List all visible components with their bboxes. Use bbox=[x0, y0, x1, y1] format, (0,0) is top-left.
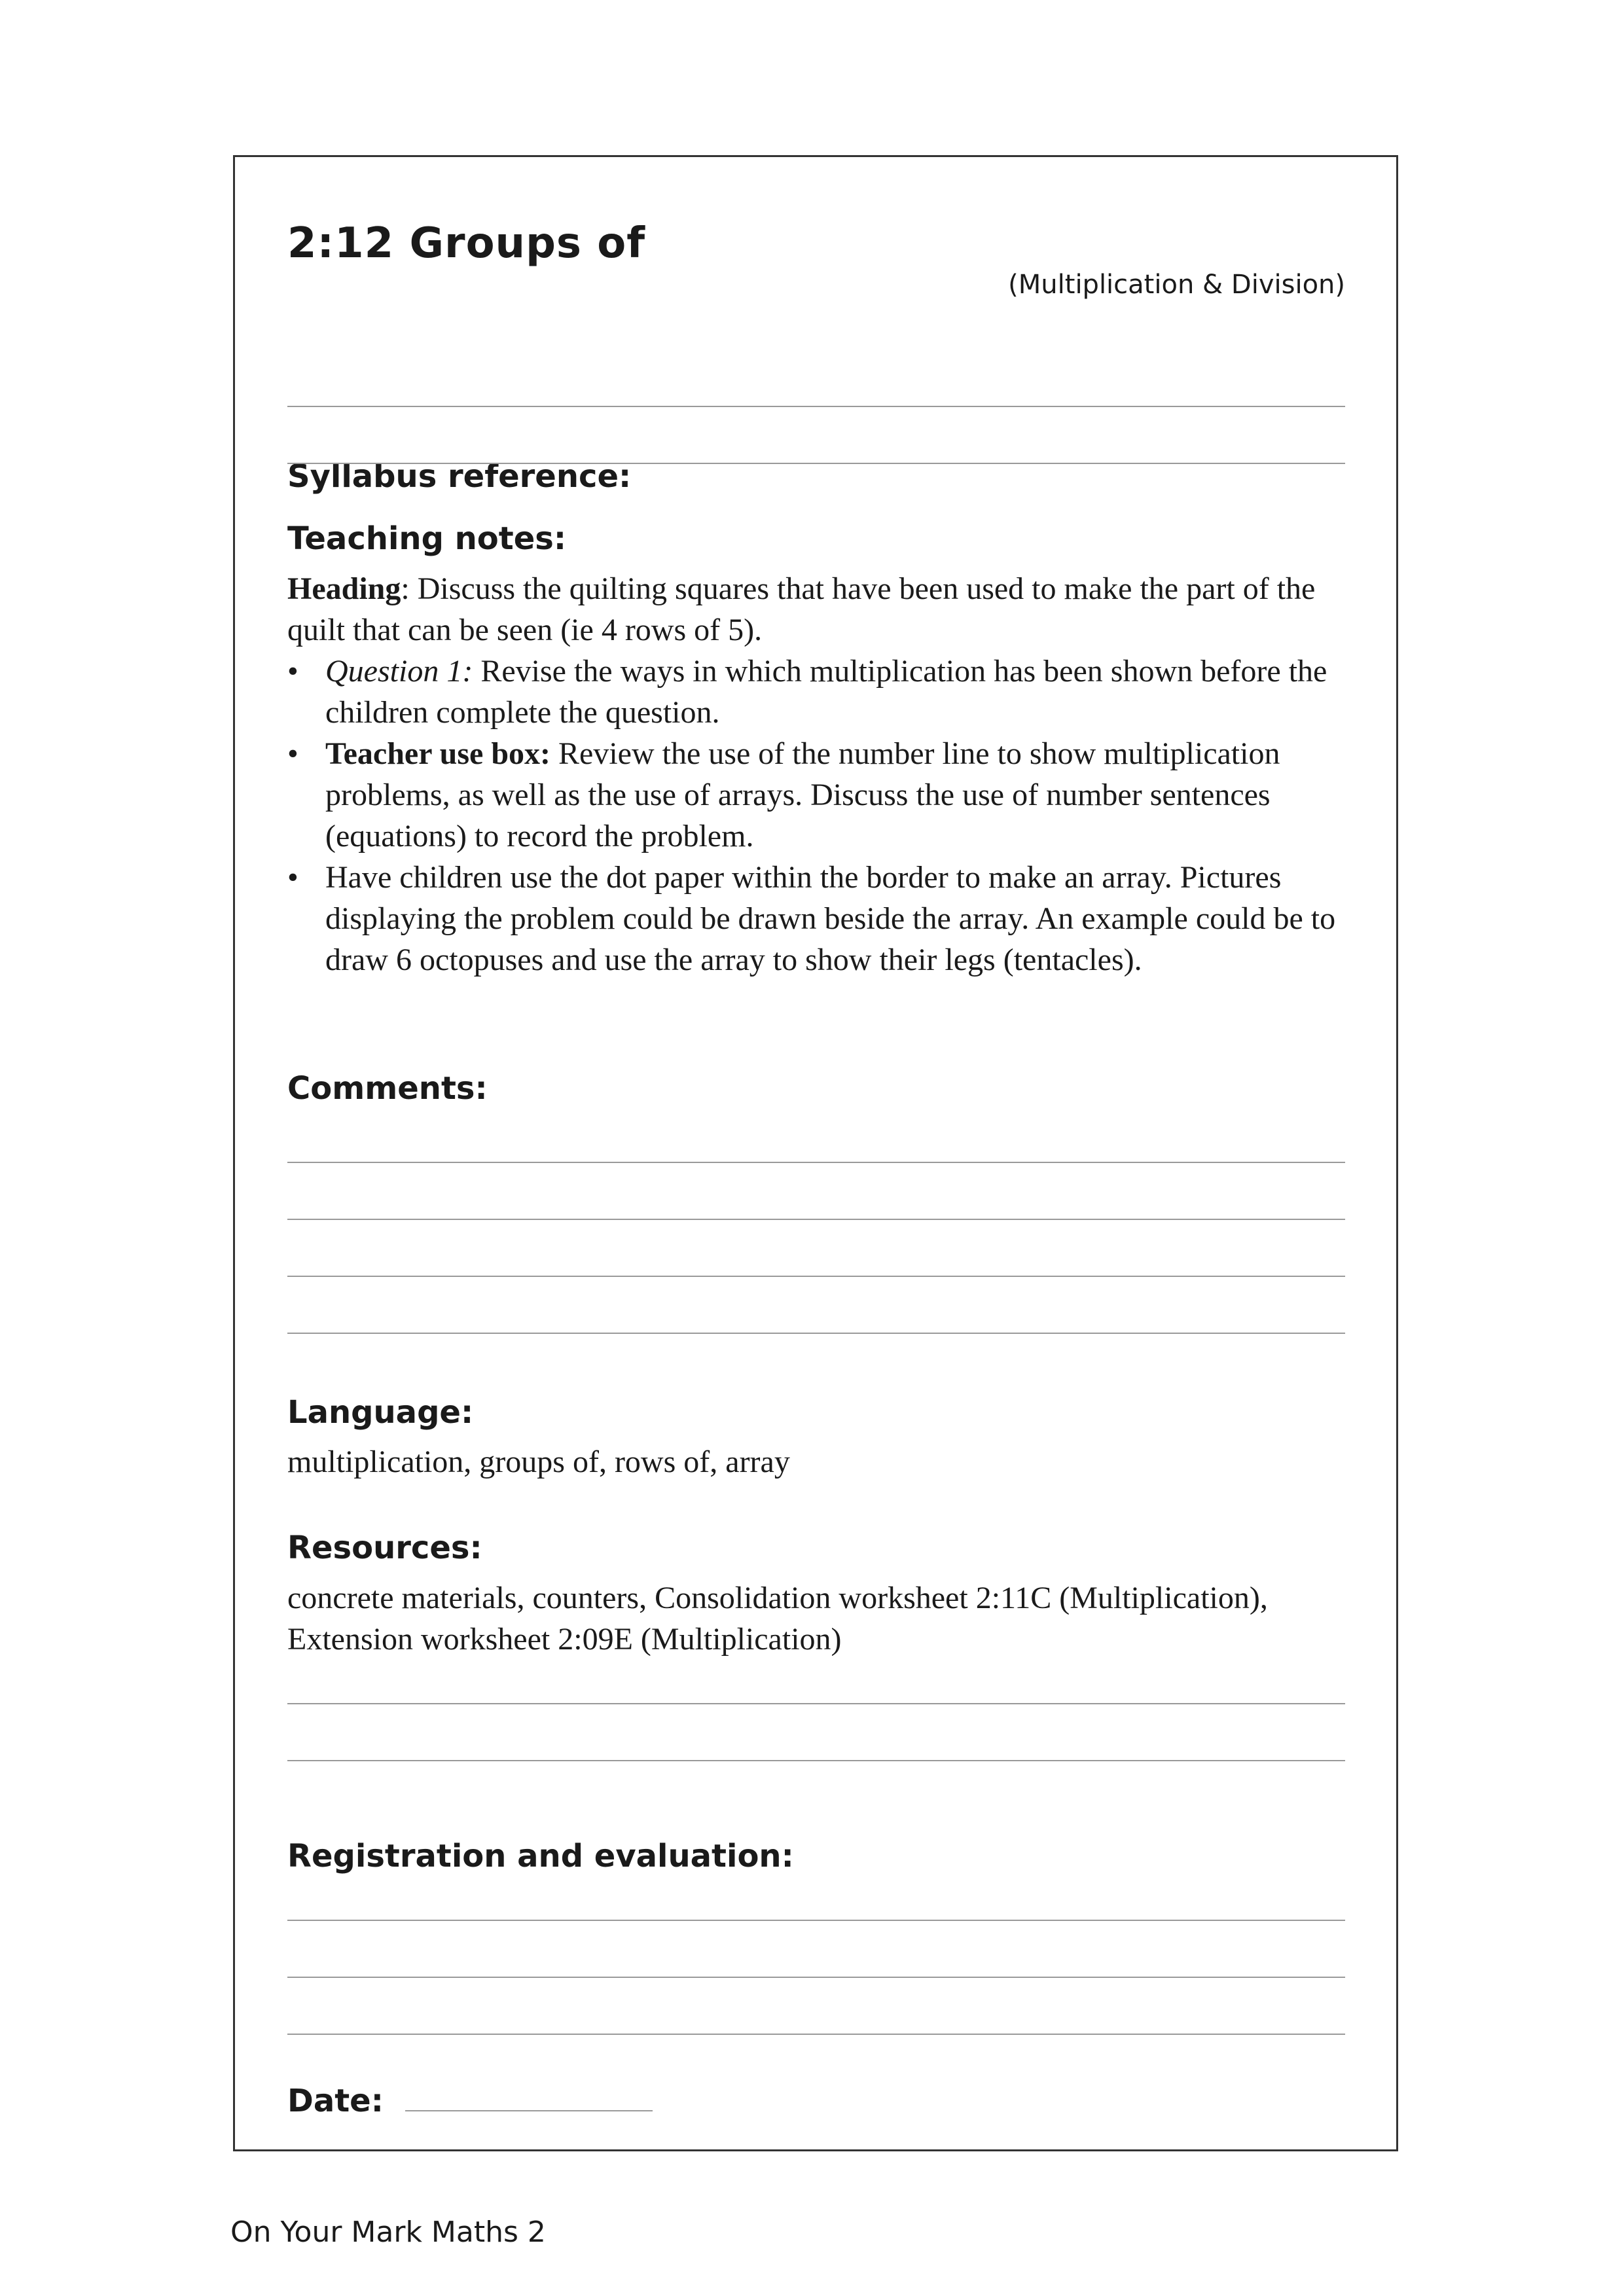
comments-writing-line-4 bbox=[287, 1333, 1345, 1334]
bullet-teacher-use-box bbox=[287, 733, 1345, 857]
bullet-marker: • bbox=[287, 654, 298, 689]
date-label: Date: bbox=[287, 2083, 384, 2119]
resources-line-1: concrete materials, counters, Consolidation worksheet 2:11C (Multiplication), bbox=[287, 1581, 1268, 1615]
comments-writing-line-1 bbox=[287, 1162, 1345, 1163]
language-text: multiplication, groups of, rows of, array bbox=[287, 1444, 790, 1479]
date-writing-line bbox=[405, 2110, 653, 2111]
resources-writing-line-2 bbox=[287, 1760, 1345, 1761]
registration-writing-line-1 bbox=[287, 1920, 1345, 1921]
bullet-lead: Question 1: bbox=[325, 654, 473, 689]
registration-writing-line-3 bbox=[287, 2034, 1345, 2035]
teaching-notes-body bbox=[287, 568, 1345, 980]
intro-text: : Discuss the quilting squares that have been used to make the part of the quilt that can be seen (ie 4 rows of 5). bbox=[287, 571, 1316, 647]
lesson-notes-content bbox=[287, 157, 1345, 2149]
comments-writing-line-2 bbox=[287, 1219, 1345, 1220]
teaching-notes-intro bbox=[287, 568, 1345, 651]
bullet-marker: • bbox=[287, 736, 298, 771]
bullet-question-1 bbox=[287, 651, 1345, 733]
bullet-lead: Teacher use box: bbox=[325, 736, 551, 771]
bullet-text: Revise the ways in which multiplication has been shown before the children complete the question. bbox=[325, 654, 1327, 730]
resources-line-2: Extension worksheet 2:09E (Multiplication) bbox=[287, 1622, 842, 1657]
registration-writing-line-2 bbox=[287, 1977, 1345, 1978]
bullet-text: Review the use of the number line to show multiplication problems, as well as the use of arrays. Discuss the use of number sentences (equations) to record the problem. bbox=[325, 736, 1280, 853]
bullet-text: Have children use the dot paper within the border to make an array. Pictures displaying the problem could be drawn beside the array. An example could be to draw 6 octopuses and use the array to show their legs (tentacles). bbox=[325, 860, 1336, 977]
resources-writing-line-1 bbox=[287, 1703, 1345, 1704]
footer-book-title: On Your Mark Maths 2 bbox=[230, 2215, 546, 2249]
syllabus-reference-label: Syllabus reference: bbox=[287, 458, 632, 495]
lesson-notes-frame bbox=[233, 155, 1398, 2151]
bullet-dot-paper bbox=[287, 857, 1345, 980]
syllabus-writing-line-2 bbox=[287, 463, 1345, 464]
language-label: Language: bbox=[287, 1394, 474, 1431]
resources-label: Resources: bbox=[287, 1530, 482, 1566]
teaching-notes-label: Teaching notes: bbox=[287, 520, 567, 557]
bullet-marker: • bbox=[287, 860, 298, 895]
intro-bold: Heading bbox=[287, 571, 401, 606]
syllabus-writing-line-1 bbox=[287, 406, 1345, 407]
registration-label: Registration and evaluation: bbox=[287, 1838, 794, 1874]
comments-label: Comments: bbox=[287, 1070, 488, 1107]
resources-text bbox=[287, 1577, 1345, 1660]
teaching-notes-bullets bbox=[287, 651, 1345, 980]
strand-subtitle: (Multiplication & Division) bbox=[1008, 270, 1345, 300]
page-title: 2:12 Groups of bbox=[287, 219, 646, 268]
comments-writing-line-3 bbox=[287, 1276, 1345, 1277]
